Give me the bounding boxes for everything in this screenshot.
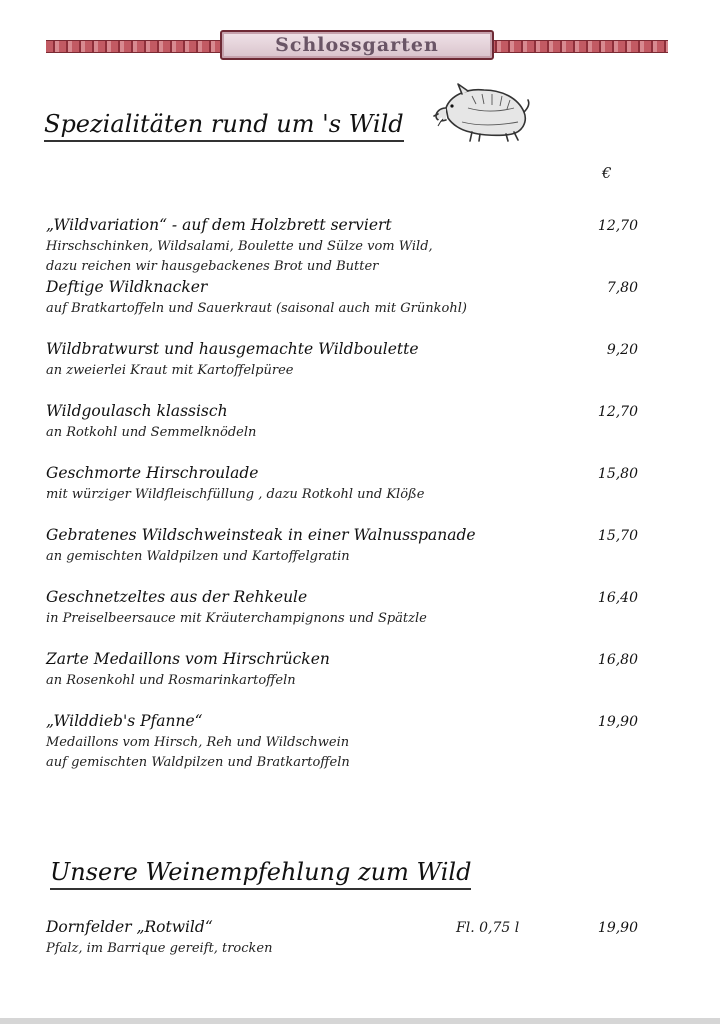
header-banner <box>46 30 668 60</box>
menu-item <box>46 588 646 650</box>
menu-item-price: 15,70 <box>597 528 638 544</box>
menu-item-name: „Wilddieb's Pfanne“ <box>46 712 203 730</box>
description-line: dazu reichen wir hausgebackenes Brot und Butter <box>46 259 379 274</box>
menu-list <box>46 216 646 792</box>
menu-item-description <box>46 547 350 567</box>
menu-item-name: Geschmorte Hirschroulade <box>46 464 259 482</box>
menu-item-name: Wildgoulasch klassisch <box>46 402 228 420</box>
menu-item <box>46 278 646 340</box>
menu-item-name: Deftige Wildknacker <box>46 278 208 296</box>
description-line: auf gemischten Waldpilzen und Bratkartoffeln <box>46 755 350 770</box>
menu-item-price: 12,70 <box>597 218 638 234</box>
menu-item-price: 16,40 <box>597 590 638 606</box>
menu-item <box>46 526 646 588</box>
menu-item-price: 7,80 <box>606 280 638 296</box>
menu-item-description <box>46 361 293 381</box>
menu-item-price: 15,80 <box>597 466 638 482</box>
section-title-wine: Unsere Weinempfehlung zum Wild <box>50 858 471 890</box>
description-line: an gemischten Waldpilzen und Kartoffelgratin <box>46 549 350 564</box>
menu-item-name: Zarte Medaillons vom Hirschrücken <box>46 650 330 668</box>
menu-item-description <box>46 485 424 505</box>
menu-item <box>46 650 646 712</box>
menu-item-name: Gebratenes Wildschweinsteak in einer Walnusspanade <box>46 526 476 544</box>
menu-item-description <box>46 423 256 443</box>
menu-item-name: „Wildvariation“ - auf dem Holzbrett serviert <box>46 216 392 234</box>
menu-item-name: Wildbratwurst und hausgemachte Wildboulette <box>46 340 419 358</box>
currency-symbol: € <box>602 164 612 182</box>
menu-item-name: Geschnetzeltes aus der Rehkeule <box>46 588 308 606</box>
wine-price: 19,90 <box>597 920 638 936</box>
description-line: in Preiselbeersauce mit Kräuterchampignons und Spätzle <box>46 611 427 626</box>
menu-item-description <box>46 237 433 277</box>
wine-description: Pfalz, im Barrique gereift, trocken <box>46 941 273 956</box>
description-line: an Rotkohl und Semmelknödeln <box>46 425 257 440</box>
page-bottom-edge <box>0 1018 720 1024</box>
wild-boar-icon <box>432 78 534 142</box>
menu-item-price: 12,70 <box>597 404 638 420</box>
menu-item-description <box>46 299 467 319</box>
wine-volume: Fl. 0,75 l <box>456 920 520 936</box>
section-title-game: Spezialitäten rund um 's Wild <box>44 110 404 142</box>
menu-item <box>46 216 646 278</box>
menu-item-price: 9,20 <box>606 342 638 358</box>
description-line: an Rosenkohl und Rosmarinkartoffeln <box>46 673 296 688</box>
description-line: auf Bratkartoffeln und Sauerkraut (saisonal auch mit Grünkohl) <box>46 301 467 316</box>
menu-item-price: 16,80 <box>597 652 638 668</box>
menu-item-description <box>46 733 350 773</box>
wine-item <box>46 918 646 966</box>
menu-item <box>46 402 646 464</box>
description-line: Medaillons vom Hirsch, Reh und Wildschwein <box>46 735 350 750</box>
menu-item-description <box>46 671 296 691</box>
description-line: mit würziger Wildfleischfüllung , dazu Rotkohl und Klöße <box>46 487 425 502</box>
restaurant-name: Schlossgarten <box>220 30 494 60</box>
menu-item-price: 19,90 <box>597 714 638 730</box>
description-line: an zweierlei Kraut mit Kartoffelpüree <box>46 363 294 378</box>
menu-item <box>46 340 646 402</box>
wine-name: Dornfelder „Rotwild“ <box>46 918 213 936</box>
menu-item-description <box>46 609 427 629</box>
menu-item <box>46 712 646 792</box>
menu-item <box>46 464 646 526</box>
description-line: Hirschschinken, Wildsalami, Boulette und Sülze vom Wild, <box>46 239 433 254</box>
